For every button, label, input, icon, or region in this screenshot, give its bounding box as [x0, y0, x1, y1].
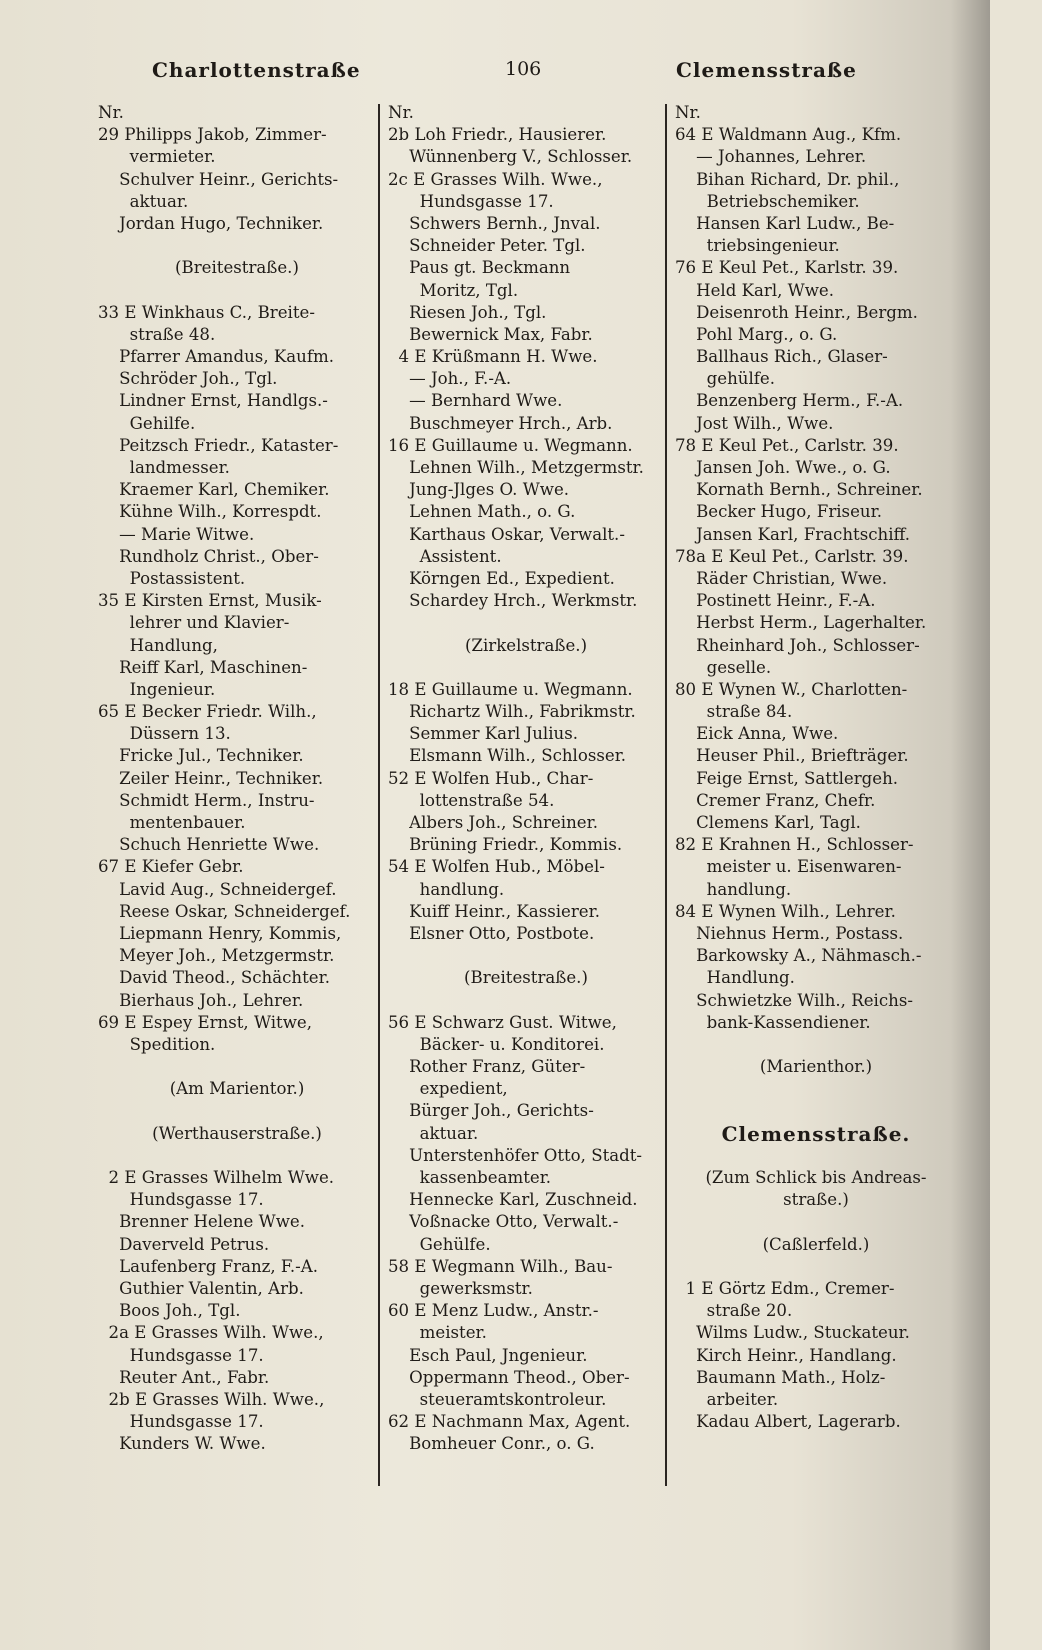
- entry-line: Reiff Karl, Maschinen-: [98, 657, 308, 677]
- entry-line: 60 E Menz Ludw., Anstr.-: [388, 1301, 599, 1321]
- entry-line: Schröder Joh., Tgl.: [98, 369, 278, 389]
- entry-line: handlung.: [675, 879, 792, 899]
- entry-line: 80 E Wynen W., Charlotten-: [675, 679, 908, 699]
- entry-line: Lehnen Wilh., Metzgermstr.: [388, 458, 644, 477]
- entry-line: Jansen Joh. Wwe., o. G.: [675, 458, 891, 477]
- entry-line: Clemens Karl, Tagl.: [675, 813, 861, 832]
- entry-line: expedient,: [388, 1079, 508, 1099]
- entry-line: Handlung.: [675, 968, 795, 988]
- entry-line: Rother Franz, Güter-: [388, 1057, 586, 1077]
- entry-line: 2a E Grasses Wilh. Wwe.,: [98, 1323, 324, 1343]
- entry-line: Hennecke Karl, Zuschneid.: [388, 1190, 638, 1210]
- entry-line: 78a E Keul Pet., Carlstr. 39.: [675, 546, 909, 566]
- section-subheading: (Breitestraße.): [175, 258, 299, 278]
- entry-line: Gehilfe.: [98, 413, 196, 433]
- entry-line: Hundsgasse 17.: [98, 1412, 264, 1432]
- entry-line: Handlung,: [98, 635, 218, 655]
- entry-line: Assistent.: [388, 546, 502, 566]
- blank-line: [675, 1211, 957, 1233]
- entry-line: Heuser Phil., Briefträger.: [675, 746, 909, 766]
- entry-line: Paus gt. Beckmann: [388, 258, 571, 278]
- entry-line: Schulver Heinr., Gerichts-: [98, 169, 339, 189]
- entry-line: Wünnenberg V., Schlosser.: [388, 147, 633, 167]
- blank-line: [675, 1034, 957, 1056]
- entry-line: Brüning Friedr., Kommis.: [388, 835, 623, 855]
- entry-line: Oppermann Theod., Ober-: [388, 1367, 630, 1387]
- entry-line: Barkowsky A., Nähmasch.-: [675, 946, 922, 966]
- entry-line: Semmer Karl Julius.: [388, 724, 579, 744]
- number-column-label: Nr.: [675, 103, 701, 122]
- entry-line: 82 E Krahnen H., Schlosser-: [675, 835, 914, 855]
- entry-line: Jordan Hugo, Techniker.: [98, 213, 324, 233]
- entry-line: Cremer Franz, Chefr.: [675, 790, 876, 810]
- entry-line: 69 E Espey Ernst, Witwe,: [98, 1012, 313, 1032]
- entry-line: gehülfe.: [675, 369, 776, 389]
- entry-line: straße 84.: [675, 702, 793, 722]
- entry-line: Gehülfe.: [388, 1234, 491, 1254]
- header-left-street: Charlottenstraße: [152, 58, 361, 82]
- entry-line: handlung.: [388, 879, 505, 899]
- entry-line: Jost Wilh., Wwe.: [675, 413, 834, 433]
- blank-line: [98, 280, 376, 302]
- entry-line: Schardey Hrch., Werkmstr.: [388, 591, 638, 611]
- entry-line: Räder Christian, Wwe.: [675, 568, 888, 588]
- entry-line: Postassistent.: [98, 568, 246, 588]
- blank-line: [98, 1056, 376, 1078]
- entry-line: Kraemer Karl, Chemiker.: [98, 480, 330, 500]
- entry-line: Lindner Ernst, Handlgs.-: [98, 391, 328, 411]
- entry-line: Fricke Jul., Techniker.: [98, 746, 304, 766]
- entry-line: geselle.: [675, 657, 772, 677]
- blank-line: [388, 945, 664, 967]
- number-column-label: Nr.: [388, 103, 414, 122]
- entry-line: 2 E Grasses Wilhelm Wwe.: [98, 1168, 335, 1187]
- entry-line: Wilms Ludw., Stuckateur.: [675, 1323, 910, 1343]
- entry-line: Bomheuer Conr., o. G.: [388, 1434, 595, 1454]
- entry-line: Niehnus Herm., Postass.: [675, 923, 904, 943]
- entry-line: Düssern 13.: [98, 724, 231, 744]
- entry-line: 2b Loh Friedr., Hausierer.: [388, 125, 607, 145]
- entry-line: mentenbauer.: [98, 813, 246, 832]
- entry-line: Lehnen Math., o. G.: [388, 502, 576, 522]
- page-header: [0, 58, 990, 88]
- entry-line: Schwietzke Wilh., Reichs-: [675, 990, 913, 1010]
- blank-line: [388, 612, 664, 634]
- entry-line: Baumann Math., Holz-: [675, 1367, 886, 1387]
- entry-line: Esch Paul, Jngenieur.: [388, 1345, 588, 1365]
- entry-line: Rundholz Christ., Ober-: [98, 546, 319, 566]
- entry-line: 67 E Kiefer Gebr.: [98, 857, 244, 877]
- entry-line: Richartz Wilh., Fabrikmstr.: [388, 702, 636, 722]
- column-divider: [378, 104, 380, 1486]
- entry-line: arbeiter.: [675, 1389, 779, 1409]
- entry-line: Pohl Marg., o. G.: [675, 324, 838, 344]
- blank-line: [675, 1256, 957, 1278]
- entry-line: bank-Kassendiener.: [675, 1012, 871, 1032]
- entry-line: kassenbeamter.: [388, 1168, 552, 1187]
- entry-line: aktuar.: [388, 1123, 479, 1143]
- blank-line: [98, 1145, 376, 1167]
- entry-line: Guthier Valentin, Arb.: [98, 1278, 304, 1298]
- entry-line: Jansen Karl, Frachtschiff.: [675, 524, 910, 544]
- entry-line: Bihan Richard, Dr. phil.,: [675, 169, 900, 189]
- entry-line: Eick Anna, Wwe.: [675, 724, 839, 744]
- entry-line: Hundsgasse 17.: [98, 1345, 264, 1365]
- entry-line: Schuch Henriette Wwe.: [98, 835, 320, 855]
- entry-line: Laufenberg Franz, F.-A.: [98, 1256, 319, 1276]
- entry-line: Lavid Aug., Schneidergef.: [98, 879, 337, 899]
- entry-line: Reuter Ant., Fabr.: [98, 1367, 270, 1387]
- entry-line: Ballhaus Rich., Glaser-: [675, 347, 888, 367]
- page-number: 106: [505, 58, 542, 80]
- entry-line: Buschmeyer Hrch., Arb.: [388, 413, 613, 433]
- entry-line: Benzenberg Herm., F.-A.: [675, 391, 904, 411]
- entry-line: Jung-Jlges O. Wwe.: [388, 480, 570, 500]
- street-title: Clemensstraße.: [721, 1122, 911, 1145]
- column-left: [98, 102, 376, 1455]
- entry-line: Unterstenhöfer Otto, Stadt-: [388, 1145, 643, 1165]
- entry-line: Deisenroth Heinr., Bergm.: [675, 302, 918, 322]
- entry-line: Moritz, Tgl.: [388, 280, 519, 300]
- entry-line: gewerksmstr.: [388, 1278, 533, 1298]
- entry-line: Feige Ernst, Sattlergeh.: [675, 768, 899, 788]
- section-subheading: (Breitestraße.): [464, 968, 588, 988]
- entry-line: — Marie Witwe.: [98, 524, 255, 544]
- entry-line: Elsmann Wilh., Schlosser.: [388, 746, 627, 766]
- entry-line: Hansen Karl Ludw., Be-: [675, 213, 895, 233]
- entry-line: Boos Joh., Tgl.: [98, 1301, 241, 1321]
- entry-line: 58 E Wegmann Wilh., Bau-: [388, 1256, 613, 1276]
- entry-line: — Bernhard Wwe.: [388, 391, 563, 411]
- entry-line: 18 E Guillaume u. Wegmann.: [388, 679, 633, 699]
- entry-line: Hundsgasse 17.: [388, 191, 554, 211]
- entry-line: Kuiff Heinr., Kassierer.: [388, 901, 600, 921]
- entry-line: vermieter.: [98, 147, 216, 167]
- entry-line: Liepmann Henry, Kommis,: [98, 923, 342, 943]
- column-right: [675, 102, 957, 1433]
- entry-line: Albers Joh., Schreiner.: [388, 813, 599, 832]
- entry-line: Daverveld Petrus.: [98, 1234, 270, 1254]
- entry-line: Postinett Heinr., F.-A.: [675, 591, 876, 611]
- entry-line: Rheinhard Joh., Schlosser-: [675, 635, 920, 655]
- blank-line: [98, 235, 376, 257]
- entry-line: 62 E Nachmann Max, Agent.: [388, 1412, 631, 1432]
- entry-line: Schwers Bernh., Jnval.: [388, 213, 601, 233]
- entry-line: Karthaus Oskar, Verwalt.-: [388, 524, 625, 544]
- section-subheading: (Am Marientor.): [169, 1079, 305, 1099]
- entry-line: meister u. Eisenwaren-: [675, 857, 902, 877]
- header-right-street: Clemensstraße: [676, 58, 857, 82]
- entry-line: Spedition.: [98, 1034, 216, 1054]
- entry-line: Peitzsch Friedr., Kataster-: [98, 435, 339, 455]
- entry-line: — Johannes, Lehrer.: [675, 147, 867, 167]
- entry-line: steueramtskontroleur.: [388, 1389, 607, 1409]
- entry-line: Brenner Helene Wwe.: [98, 1212, 306, 1232]
- entry-line: lottenstraße 54.: [388, 790, 555, 810]
- section-subheading: (Marienthor.): [759, 1057, 873, 1077]
- entry-line: Bäcker- u. Konditorei.: [388, 1034, 605, 1054]
- entry-line: Betriebschemiker.: [675, 191, 860, 211]
- entry-line: 78 E Keul Pet., Carlstr. 39.: [675, 435, 899, 455]
- entry-line: 16 E Guillaume u. Wegmann.: [388, 435, 633, 455]
- entry-line: Kühne Wilh., Korrespdt.: [98, 502, 322, 522]
- entry-line: Held Karl, Wwe.: [675, 280, 835, 300]
- entry-line: Bierhaus Joh., Lehrer.: [98, 990, 304, 1010]
- entry-line: Meyer Joh., Metzgermstr.: [98, 946, 335, 966]
- entry-line: 2b E Grasses Wilh. Wwe.,: [98, 1389, 325, 1409]
- section-subheading: straße.): [783, 1190, 849, 1210]
- entry-line: Riesen Joh., Tgl.: [388, 302, 547, 322]
- section-subheading: (Zum Schlick bis Andreas-: [705, 1168, 927, 1187]
- entry-line: straße 20.: [675, 1301, 793, 1321]
- entry-line: — Joh., F.-A.: [388, 369, 512, 389]
- blank-line: [675, 1145, 957, 1167]
- entry-line: 33 E Winkhaus C., Breite-: [98, 302, 315, 322]
- entry-line: Reese Oskar, Schneidergef.: [98, 901, 351, 921]
- entry-line: Kornath Bernh., Schreiner.: [675, 480, 923, 500]
- entry-line: Kadau Albert, Lagerarb.: [675, 1412, 901, 1432]
- entry-line: straße 48.: [98, 324, 216, 344]
- entry-line: Hundsgasse 17.: [98, 1190, 264, 1210]
- entry-line: 29 Philipps Jakob, Zimmer-: [98, 125, 327, 145]
- blank-line: [388, 990, 664, 1012]
- entry-line: Pfarrer Amandus, Kaufm.: [98, 347, 334, 367]
- section-subheading: (Zirkelstraße.): [464, 635, 588, 655]
- entry-line: 2c E Grasses Wilh. Wwe.,: [388, 169, 603, 189]
- entry-line: landmesser.: [98, 458, 230, 477]
- entry-line: 52 E Wolfen Hub., Char-: [388, 768, 594, 788]
- column-divider: [665, 104, 667, 1486]
- column-middle: [388, 102, 664, 1455]
- entry-line: meister.: [388, 1323, 487, 1343]
- entry-line: 1 E Görtz Edm., Cremer-: [675, 1278, 895, 1298]
- entry-line: Bewernick Max, Fabr.: [388, 324, 593, 344]
- blank-line: [675, 1100, 957, 1122]
- blank-line: [675, 1078, 957, 1100]
- entry-line: Voßnacke Otto, Verwalt.-: [388, 1212, 619, 1232]
- entry-line: Schmidt Herm., Instru-: [98, 790, 315, 810]
- entry-line: Becker Hugo, Friseur.: [675, 502, 882, 522]
- entry-line: 64 E Waldmann Aug., Kfm.: [675, 125, 902, 145]
- entry-line: aktuar.: [98, 191, 189, 211]
- entry-line: Kirch Heinr., Handlang.: [675, 1345, 897, 1365]
- entry-line: Zeiler Heinr., Techniker.: [98, 768, 324, 788]
- section-subheading: (Caßlerfeld.): [762, 1234, 870, 1254]
- entry-line: Körngen Ed., Expedient.: [388, 568, 615, 588]
- entry-line: triebsingenieur.: [675, 236, 840, 256]
- entry-line: Kunders W. Wwe.: [98, 1434, 266, 1454]
- entry-line: 76 E Keul Pet., Karlstr. 39.: [675, 258, 899, 278]
- blank-line: [98, 1100, 376, 1122]
- entry-line: Ingenieur.: [98, 679, 216, 699]
- entry-line: 56 E Schwarz Gust. Witwe,: [388, 1012, 617, 1032]
- entry-line: Schneider Peter. Tgl.: [388, 236, 586, 256]
- entry-line: 4 E Krüßmann H. Wwe.: [388, 347, 598, 367]
- number-column-label: Nr.: [98, 103, 124, 122]
- entry-line: 54 E Wolfen Hub., Möbel-: [388, 857, 605, 877]
- entry-line: lehrer und Klavier-: [98, 613, 290, 633]
- entry-line: Herbst Herm., Lagerhalter.: [675, 613, 927, 633]
- entry-line: Bürger Joh., Gerichts-: [388, 1101, 594, 1121]
- entry-line: David Theod., Schächter.: [98, 968, 330, 988]
- blank-line: [388, 657, 664, 679]
- entry-line: 65 E Becker Friedr. Wilh.,: [98, 702, 317, 722]
- section-subheading: (Werthauserstraße.): [152, 1123, 322, 1143]
- entry-line: Elsner Otto, Postbote.: [388, 923, 595, 943]
- entry-line: 84 E Wynen Wilh., Lehrer.: [675, 901, 896, 921]
- entry-line: 35 E Kirsten Ernst, Musik-: [98, 591, 322, 611]
